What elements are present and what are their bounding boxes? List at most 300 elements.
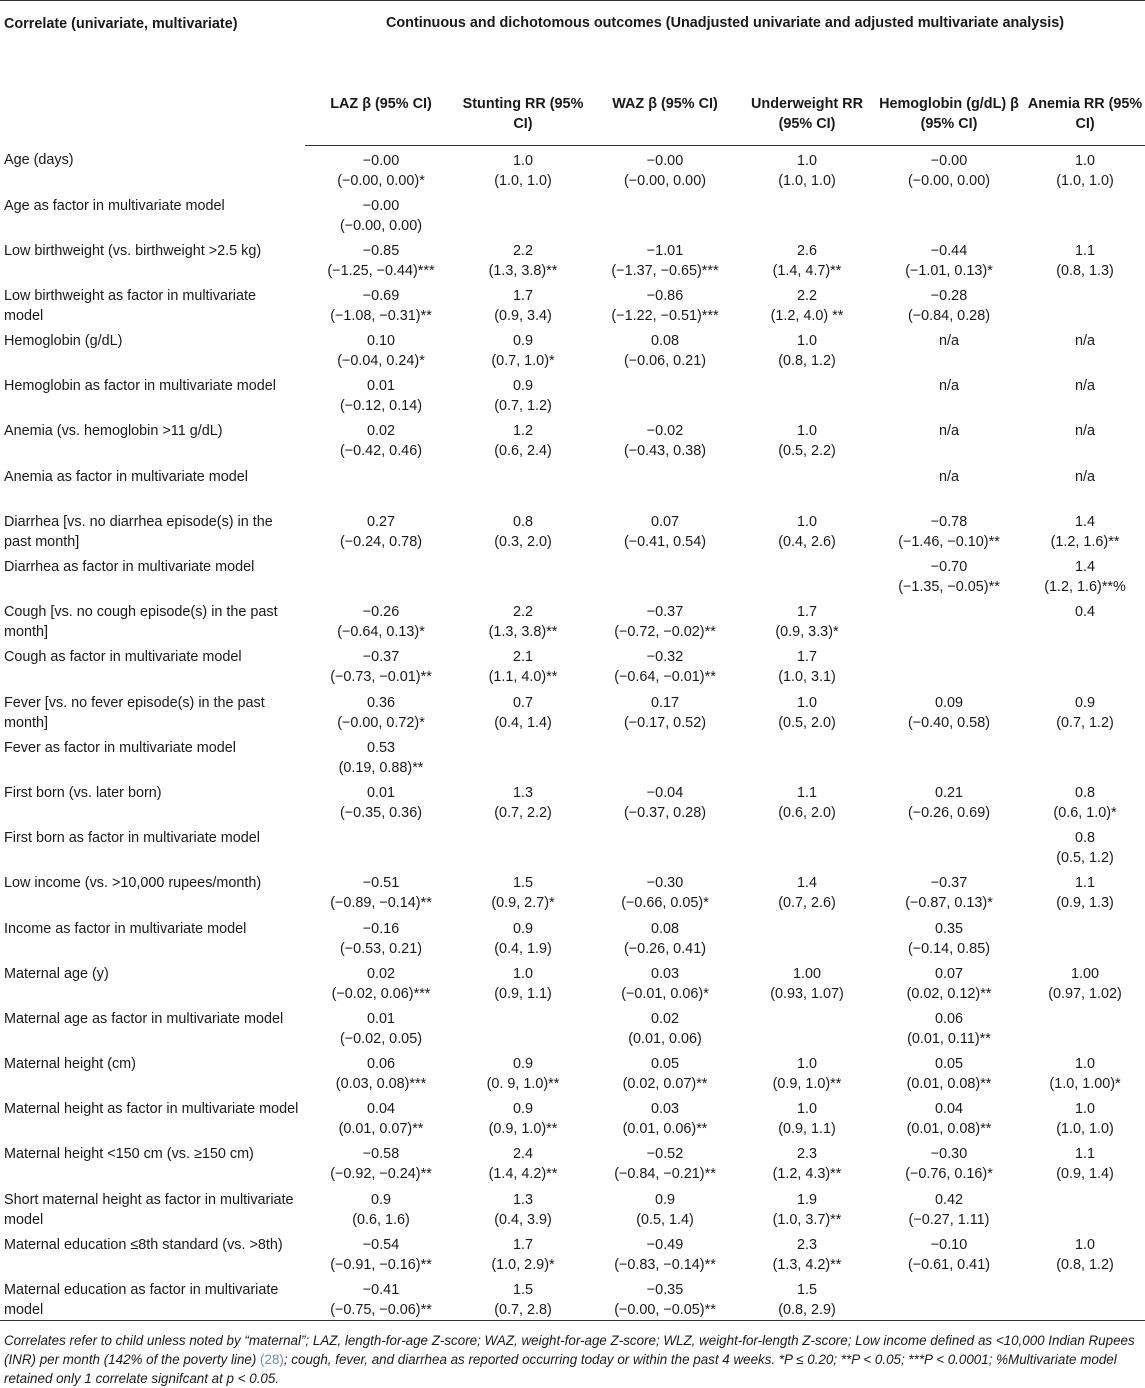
cell-confidence-interval: (−0.27, 1.11): [908, 1211, 990, 1228]
cell-laz: [305, 1004, 457, 1049]
cell-stunting: [457, 642, 589, 687]
cell-waz: [589, 1185, 741, 1230]
cell-stunting: [457, 191, 589, 236]
cell-estimate: −0.00: [646, 152, 684, 169]
cell-confidence-interval: (0.9, 3.4): [494, 307, 552, 324]
cell-confidence-interval: (1.0, 1.0): [778, 172, 836, 189]
cell-confidence-interval: (0.8, 1.2): [778, 353, 836, 370]
cell-underweight: [741, 1230, 873, 1275]
cell-estimate: 0.03: [650, 1101, 679, 1118]
cell-estimate: 0.7: [512, 694, 533, 711]
table-row: [0, 281, 1145, 326]
cell-confidence-interval: (0.7, 2.8): [494, 1302, 552, 1318]
cell-underweight: [741, 1094, 873, 1139]
cell-confidence-interval: (−0.72, −0.02)**: [614, 624, 716, 641]
cell-estimate: 0.53: [366, 739, 395, 756]
table-row: [0, 823, 1145, 868]
cell-confidence-interval: (−1.01, 0.13)*: [905, 262, 993, 279]
cell-estimate: −0.37: [930, 875, 968, 892]
cell-underweight: [741, 778, 873, 823]
cell-confidence-interval: (0.7, 2.2): [494, 804, 552, 821]
cell-waz: [589, 1230, 741, 1275]
cell-estimate: 2.2: [512, 242, 533, 259]
cell-confidence-interval: (−0.76, 0.16)*: [905, 1166, 993, 1183]
table-row: [0, 1094, 1145, 1139]
cell-confidence-interval: (−1.35, −0.05)**: [898, 579, 1000, 595]
cell-stunting: [457, 371, 589, 416]
cell-stunting: [457, 1049, 589, 1094]
cell-estimate: 0.06: [366, 1056, 395, 1073]
cell-anemia: [1025, 868, 1145, 913]
cell-estimate: −0.35: [646, 1282, 684, 1298]
cell-waz: [589, 1049, 741, 1094]
cell-estimate: n/a: [1075, 468, 1096, 485]
cell-hemoglobin: [873, 1185, 1025, 1230]
cell-anemia: [1025, 236, 1145, 281]
cell-stunting: [457, 1139, 589, 1184]
cell-confidence-interval: (1.2, 4.0) **: [770, 307, 844, 324]
cell-waz: [589, 236, 741, 281]
cell-confidence-interval: (1.0, 3.7)**: [772, 1211, 842, 1228]
cell-underweight: [741, 733, 873, 778]
cell-confidence-interval: (0.02, 0.07)**: [622, 1076, 708, 1093]
cell-confidence-interval: (1.4, 4.7)**: [772, 262, 842, 279]
cell-hemoglobin: [873, 868, 1025, 913]
table-row: [0, 642, 1145, 687]
cell-estimate: 0.01: [366, 784, 395, 801]
cell-hemoglobin: [873, 778, 1025, 823]
cell-confidence-interval: (0.6, 1.6): [352, 1211, 410, 1228]
cell-estimate: 1.3: [512, 1191, 533, 1208]
table-row: [0, 552, 1145, 597]
cell-confidence-interval: (−1.25, −0.44)***: [327, 262, 435, 279]
table-row: [0, 778, 1145, 823]
cell-estimate: n/a: [1075, 423, 1096, 440]
cell-confidence-interval: (−0.91, −0.16)**: [330, 1256, 432, 1273]
cell-hemoglobin: [873, 552, 1025, 597]
cell-hemoglobin: [873, 1049, 1025, 1094]
cell-underweight: [741, 1139, 873, 1184]
cell-confidence-interval: (1.2, 1.6)**%: [1044, 579, 1126, 595]
cell-estimate: 0.9: [512, 333, 533, 350]
row-label: Hemoglobin as factor in multivariate model: [4, 378, 276, 395]
cell-laz: [305, 959, 457, 1004]
cell-laz: [305, 868, 457, 913]
row-label: First born as factor in multivariate model: [4, 830, 260, 847]
cell-confidence-interval: (1.0, 1.0): [1056, 1121, 1114, 1138]
cell-confidence-interval: (0.6, 2.4): [494, 443, 552, 460]
cell-confidence-interval: (0.9, 1.0)**: [772, 1076, 842, 1093]
cell-stunting: [457, 823, 589, 868]
cell-confidence-interval: (−0.87, 0.13)*: [905, 895, 993, 912]
cell-confidence-interval: (−0.73, −0.01)**: [330, 669, 432, 686]
row-label: Cough [vs. no cough episode(s) in the past month]: [4, 604, 278, 641]
cell-estimate: −0.32: [646, 649, 684, 666]
cell-estimate: −0.54: [362, 1236, 400, 1253]
cell-waz: [589, 688, 741, 733]
cell-estimate: 1.5: [796, 1282, 817, 1298]
cell-confidence-interval: (−0.00, 0.00)*: [337, 172, 425, 189]
cell-estimate: 1.0: [512, 965, 533, 982]
cell-estimate: 1.5: [512, 1282, 533, 1298]
cell-confidence-interval: (1.2, 1.6)**: [1050, 533, 1120, 550]
cell-waz: [589, 326, 741, 371]
cell-estimate: 0.07: [934, 965, 963, 982]
cell-estimate: 2.3: [796, 1236, 817, 1253]
cell-estimate: 0.02: [650, 1010, 679, 1027]
cell-anemia: [1025, 1230, 1145, 1275]
cell-estimate: 0.9: [512, 920, 533, 937]
cell-estimate: 0.8: [1075, 784, 1096, 801]
cell-underweight: [741, 507, 873, 552]
cell-waz: [589, 462, 741, 507]
cell-estimate: 0.04: [934, 1101, 963, 1118]
cell-underweight: [741, 1004, 873, 1049]
cell-estimate: −0.52: [646, 1146, 684, 1163]
table-row: [0, 1049, 1145, 1094]
cell-estimate: 1.0: [1075, 1101, 1096, 1118]
cell-underweight: [741, 462, 873, 507]
cell-anemia: [1025, 1094, 1145, 1139]
cell-estimate: −0.02: [646, 423, 684, 440]
cell-laz: [305, 733, 457, 778]
cell-estimate: 0.06: [934, 1010, 963, 1027]
cell-stunting: [457, 778, 589, 823]
cell-anemia: [1025, 733, 1145, 778]
cell-estimate: −0.51: [362, 875, 400, 892]
cell-laz: [305, 688, 457, 733]
cell-confidence-interval: (1.0, 1.0): [494, 172, 552, 189]
cell-hemoglobin: [873, 1139, 1025, 1184]
cell-stunting: [457, 236, 589, 281]
cell-hemoglobin: [873, 733, 1025, 778]
cell-anemia: [1025, 507, 1145, 552]
cell-confidence-interval: (0.9, 1.1): [494, 985, 552, 1002]
cell-anemia: [1025, 1185, 1145, 1230]
cell-confidence-interval: (−0.42, 0.46): [339, 443, 422, 460]
cell-confidence-interval: (0.5, 2.0): [778, 714, 836, 731]
table-row: [0, 145, 1145, 191]
cell-estimate: −0.37: [646, 604, 684, 621]
cell-estimate: −0.30: [930, 1146, 968, 1163]
cell-confidence-interval: (0.7, 1.2): [494, 398, 552, 415]
reference-link[interactable]: (28): [260, 1352, 284, 1368]
cell-estimate: 1.0: [1075, 1056, 1096, 1073]
cell-confidence-interval: (0.19, 0.88)**: [338, 759, 424, 776]
cell-waz: [589, 959, 741, 1004]
cell-confidence-interval: (0.8, 1.2): [1056, 1256, 1114, 1273]
cell-anemia: [1025, 597, 1145, 642]
cell-stunting: [457, 688, 589, 733]
row-label: First born (vs. later born): [4, 784, 162, 801]
cell-confidence-interval: (0.5, 1.4): [636, 1211, 694, 1228]
cell-stunting: [457, 914, 589, 959]
cell-anemia: [1025, 462, 1145, 507]
cell-confidence-interval: (0.01, 0.11)**: [907, 1030, 991, 1047]
cell-laz: [305, 326, 457, 371]
cell-laz: [305, 1139, 457, 1184]
cell-estimate: 1.7: [796, 604, 817, 621]
cell-hemoglobin: [873, 371, 1025, 416]
cell-estimate: 1.0: [796, 333, 817, 350]
cell-confidence-interval: (0.93, 1.07): [770, 985, 844, 1002]
cell-waz: [589, 1275, 741, 1320]
table-footnote: [0, 1321, 1145, 1388]
cell-stunting: [457, 868, 589, 913]
table-row: [0, 1275, 1145, 1320]
cell-estimate: 2.1: [512, 649, 533, 666]
cell-anemia: [1025, 688, 1145, 733]
cell-confidence-interval: (0.9, 1.3): [1056, 895, 1114, 912]
cell-confidence-interval: (1.3, 3.8)**: [488, 262, 558, 279]
cell-laz: [305, 1230, 457, 1275]
cell-stunting: [457, 959, 589, 1004]
cell-hemoglobin: [873, 642, 1025, 687]
cell-hemoglobin: [873, 1094, 1025, 1139]
cell-underweight: [741, 326, 873, 371]
cell-confidence-interval: (−0.37, 0.28): [623, 804, 706, 821]
cell-laz: [305, 462, 457, 507]
cell-estimate: −0.85: [362, 242, 400, 259]
cell-estimate: 1.5: [512, 875, 533, 892]
cell-estimate: 0.09: [934, 694, 963, 711]
cell-hemoglobin: [873, 688, 1025, 733]
cell-confidence-interval: (1.0, 1.00)*: [1049, 1076, 1121, 1093]
column-header-stunting: Stunting RR (95% CI): [457, 88, 589, 145]
cell-estimate: n/a: [1075, 378, 1096, 395]
cell-estimate: −0.49: [646, 1236, 684, 1253]
cell-underweight: [741, 1185, 873, 1230]
cell-confidence-interval: (−0.24, 0.78): [339, 533, 422, 550]
cell-estimate: 1.9: [796, 1191, 817, 1208]
cell-confidence-interval: (−0.64, 0.13)*: [337, 624, 425, 641]
cell-estimate: 0.05: [934, 1056, 963, 1073]
cell-confidence-interval: (−0.02, 0.06)***: [331, 985, 431, 1002]
cell-confidence-interval: (0.4, 3.9): [494, 1211, 552, 1228]
cell-estimate: −0.69: [362, 287, 400, 304]
cell-waz: [589, 733, 741, 778]
cell-estimate: −0.28: [930, 287, 968, 304]
cell-confidence-interval: (−0.84, 0.28): [907, 307, 990, 324]
cell-estimate: −0.00: [362, 197, 400, 214]
cell-stunting: [457, 416, 589, 461]
cell-laz: [305, 597, 457, 642]
row-label: Cough as factor in multivariate model: [4, 649, 242, 666]
cell-confidence-interval: (−0.40, 0.58): [907, 714, 990, 731]
cell-estimate: 0.03: [650, 965, 679, 982]
cell-anemia: [1025, 823, 1145, 868]
cell-confidence-interval: (0.3, 2.0): [494, 533, 552, 550]
cell-estimate: −0.16: [362, 920, 400, 937]
cell-underweight: [741, 823, 873, 868]
cell-estimate: 1.0: [796, 1101, 817, 1118]
cell-confidence-interval: (0.01, 0.06): [628, 1030, 702, 1047]
cell-stunting: [457, 1275, 589, 1320]
cell-hemoglobin: [873, 191, 1025, 236]
cell-stunting: [457, 597, 589, 642]
cell-anemia: [1025, 1275, 1145, 1320]
cell-confidence-interval: (−0.35, 0.36): [339, 804, 422, 821]
table-row: [0, 868, 1145, 913]
cell-confidence-interval: (−0.66, 0.05)*: [621, 895, 709, 912]
cell-confidence-interval: (−0.89, −0.14)**: [330, 895, 432, 912]
cell-hemoglobin: [873, 1275, 1025, 1320]
cell-confidence-interval: (−0.26, 0.41): [623, 940, 706, 957]
cell-estimate: 1.1: [1075, 875, 1096, 892]
cell-confidence-interval: (−0.00, 0.00): [907, 172, 990, 189]
cell-estimate: −0.58: [362, 1146, 400, 1163]
cell-estimate: −0.00: [930, 152, 968, 169]
cell-estimate: 0.02: [366, 965, 395, 982]
row-label: Maternal education as factor in multivariate model: [4, 1282, 279, 1318]
cell-waz: [589, 642, 741, 687]
cell-underweight: [741, 552, 873, 597]
cell-estimate: 1.7: [512, 287, 533, 304]
cell-confidence-interval: (−0.53, 0.21): [339, 940, 422, 957]
cell-hemoglobin: [873, 281, 1025, 326]
row-label: Maternal age (y): [4, 965, 109, 982]
cell-confidence-interval: (−0.12, 0.14): [339, 398, 422, 415]
cell-confidence-interval: (−0.41, 0.54): [623, 533, 706, 550]
cell-stunting: [457, 1185, 589, 1230]
cell-estimate: 1.4: [796, 875, 817, 892]
cell-hemoglobin: [873, 236, 1025, 281]
cell-estimate: n/a: [938, 333, 959, 350]
cell-anemia: [1025, 959, 1145, 1004]
cell-waz: [589, 823, 741, 868]
cell-stunting: [457, 145, 589, 191]
cell-confidence-interval: (1.3, 3.8)**: [488, 624, 558, 641]
cell-laz: [305, 1094, 457, 1139]
cell-hemoglobin: [873, 326, 1025, 371]
table-row: [0, 191, 1145, 236]
cell-confidence-interval: (1.3, 4.2)**: [772, 1256, 842, 1273]
cell-estimate: 0.9: [1075, 694, 1096, 711]
row-label: Anemia (vs. hemoglobin >11 g/dL): [4, 423, 223, 440]
cell-confidence-interval: (−0.61, 0.41): [907, 1256, 990, 1273]
cell-anemia: [1025, 552, 1145, 597]
cell-estimate: 2.2: [512, 604, 533, 621]
cell-estimate: 1.0: [512, 152, 533, 169]
row-label: Diarrhea as factor in multivariate model: [4, 559, 255, 575]
cell-waz: [589, 1004, 741, 1049]
cell-anemia: [1025, 145, 1145, 191]
cell-estimate: 2.4: [512, 1146, 533, 1163]
table-row: [0, 914, 1145, 959]
cell-confidence-interval: (0.8, 1.3): [1056, 262, 1114, 279]
cell-estimate: 1.0: [796, 152, 817, 169]
cell-confidence-interval: (0.9, 3.3)*: [775, 624, 839, 641]
cell-estimate: 0.05: [650, 1056, 679, 1073]
cell-estimate: −0.41: [362, 1282, 400, 1298]
cell-estimate: −0.04: [646, 784, 684, 801]
cell-estimate: 0.8: [1075, 830, 1096, 847]
cell-confidence-interval: (1.4, 4.2)**: [488, 1166, 558, 1183]
cell-confidence-interval: (0. 9, 1.0)**: [486, 1076, 560, 1093]
cell-waz: [589, 868, 741, 913]
cell-confidence-interval: (0.9, 1.4): [1056, 1166, 1114, 1183]
cell-confidence-interval: (0.7, 1.0)*: [491, 353, 555, 370]
cell-estimate: 1.0: [1075, 1236, 1096, 1253]
cell-anemia: [1025, 1139, 1145, 1184]
cell-laz: [305, 1185, 457, 1230]
cell-hemoglobin: [873, 1004, 1025, 1049]
cell-confidence-interval: (0.8, 2.9): [778, 1302, 836, 1318]
cell-confidence-interval: (−0.04, 0.24)*: [337, 353, 425, 370]
row-label: Maternal height (cm): [4, 1056, 136, 1073]
cell-confidence-interval: (−0.02, 0.05): [339, 1030, 422, 1047]
cell-estimate: 0.35: [934, 920, 963, 937]
cell-underweight: [741, 236, 873, 281]
cell-confidence-interval: (0.01, 0.08)**: [906, 1121, 992, 1138]
row-label: Low birthweight (vs. birthweight >2.5 kg): [4, 242, 262, 259]
cell-underweight: [741, 191, 873, 236]
table-row: [0, 688, 1145, 733]
column-header-anemia: Anemia RR (95% CI): [1025, 88, 1145, 145]
cell-estimate: 1.0: [1075, 152, 1096, 169]
cell-confidence-interval: (0.7, 2.6): [778, 895, 836, 912]
cell-confidence-interval: (0.02, 0.12)**: [906, 985, 992, 1002]
cell-stunting: [457, 733, 589, 778]
cell-estimate: 0.9: [512, 378, 533, 395]
cell-estimate: −0.86: [646, 287, 684, 304]
cell-confidence-interval: (−0.64, −0.01)**: [614, 669, 716, 686]
cell-hemoglobin: [873, 597, 1025, 642]
cell-estimate: 0.07: [650, 513, 679, 530]
cell-confidence-interval: (−0.75, −0.06)**: [330, 1302, 432, 1318]
table-row: [0, 371, 1145, 416]
cell-laz: [305, 914, 457, 959]
row-label: Maternal age as factor in multivariate model: [4, 1010, 284, 1027]
cell-confidence-interval: (0.5, 2.2): [778, 443, 836, 460]
cell-confidence-interval: (1.0, 2.9)*: [491, 1256, 555, 1273]
table-row: [0, 959, 1145, 1004]
cell-confidence-interval: (0.4, 2.6): [778, 533, 836, 550]
cell-estimate: −1.01: [646, 242, 684, 259]
cell-hemoglobin: [873, 914, 1025, 959]
cell-anemia: [1025, 914, 1145, 959]
cell-estimate: 2.2: [796, 287, 817, 304]
cell-confidence-interval: (−0.00, −0.05)**: [614, 1302, 716, 1318]
cell-waz: [589, 191, 741, 236]
cell-underweight: [741, 688, 873, 733]
cell-underweight: [741, 371, 873, 416]
cell-anemia: [1025, 642, 1145, 687]
cell-stunting: [457, 1094, 589, 1139]
cell-laz: [305, 778, 457, 823]
cell-estimate: 0.9: [512, 1101, 533, 1118]
cell-confidence-interval: (0.9, 2.7)*: [491, 895, 555, 912]
cell-confidence-interval: (1.0, 3.1): [778, 669, 836, 686]
cell-estimate: 0.02: [366, 423, 395, 440]
cell-confidence-interval: (0.01, 0.07)**: [338, 1121, 424, 1138]
cell-laz: [305, 1275, 457, 1320]
cell-confidence-interval: (1.2, 4.3)**: [772, 1166, 842, 1183]
cell-estimate: −0.44: [930, 242, 968, 259]
cell-laz: [305, 371, 457, 416]
cell-laz: [305, 507, 457, 552]
cell-confidence-interval: (0.7, 1.2): [1056, 714, 1114, 731]
cell-underweight: [741, 868, 873, 913]
cell-confidence-interval: (0.6, 2.0): [778, 804, 836, 821]
cell-stunting: [457, 507, 589, 552]
cell-estimate: 0.8: [512, 513, 533, 530]
cell-estimate: 1.4: [1075, 559, 1096, 575]
cell-confidence-interval: (−0.83, −0.14)**: [614, 1256, 716, 1273]
cell-underweight: [741, 1049, 873, 1094]
cell-estimate: n/a: [1075, 333, 1096, 350]
cell-estimate: 0.10: [366, 333, 395, 350]
